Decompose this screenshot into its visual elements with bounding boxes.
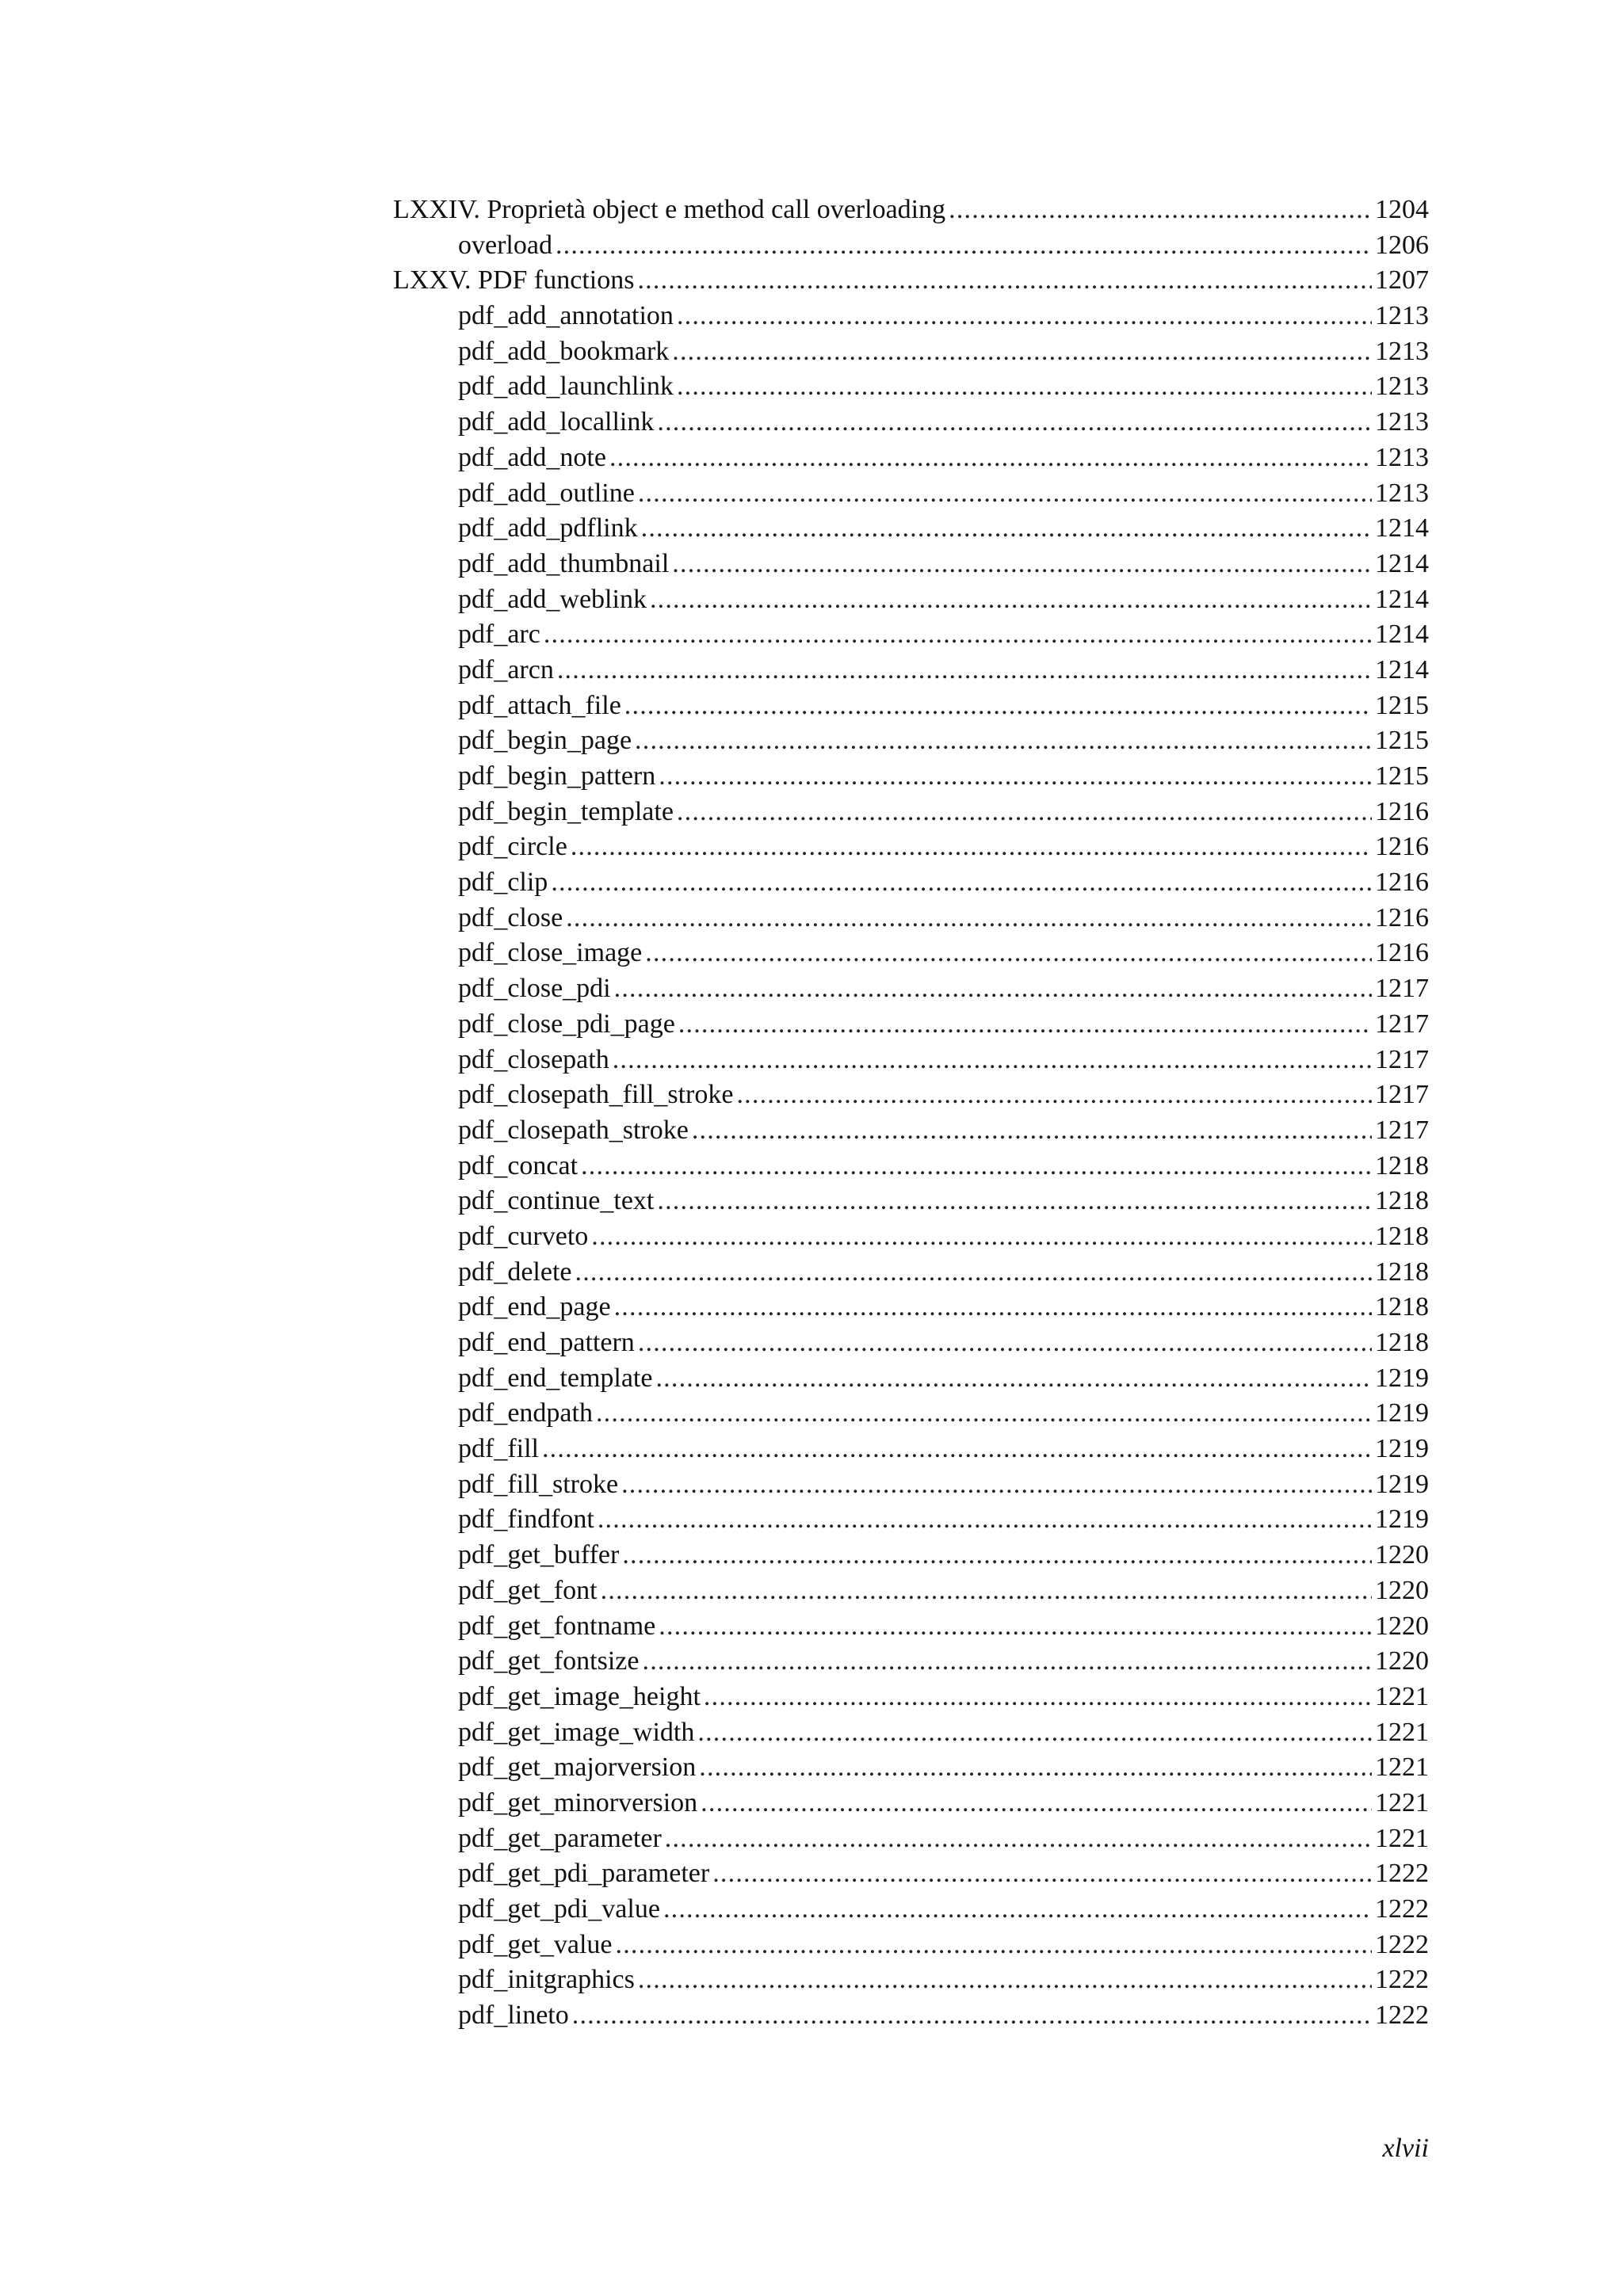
toc-line [458,936,1429,971]
toc-function-entry[interactable] [0,1928,1623,1963]
toc-entry-page: 1207 [1375,265,1429,296]
dot-leader [692,1113,1372,1149]
toc-line [458,971,1429,1007]
dot-leader [566,901,1372,936]
toc-entry-page: 1221 [1375,1753,1429,1783]
toc-function-entry[interactable] [0,617,1623,653]
toc-entry-title: pdf_add_launchlink [458,372,674,402]
toc-entry-page: 1220 [1375,1646,1429,1676]
toc-entry-page: 1213 [1375,301,1429,331]
toc-entry-title: pdf_get_minorversion [458,1787,698,1817]
toc-entry-title: pdf_lineto [458,2000,569,2031]
toc-entry-title: pdf_end_template [458,1363,653,1393]
toc-function-entry[interactable] [0,1467,1623,1503]
toc-entry-title: pdf_circle [458,832,567,862]
toc-line [393,263,1429,299]
dot-leader [544,617,1372,653]
dot-leader [575,1255,1373,1291]
toc-entry-title: pdf_add_outline [458,478,635,508]
toc-entry-page: 1214 [1375,620,1429,650]
toc-entry-title: pdf_add_thumbnail [458,548,670,578]
toc-entry-page: 1219 [1375,1363,1429,1393]
toc-function-entry[interactable] [0,1184,1623,1219]
toc-entry-title: pdf_close [458,902,563,933]
dot-leader [645,936,1372,971]
toc-line [458,1007,1429,1043]
dot-leader [672,547,1372,582]
toc-function-entry[interactable] [0,1396,1623,1432]
toc-line [458,1680,1429,1715]
toc-entry-page: 1215 [1375,761,1429,791]
toc-line [458,617,1429,653]
dot-leader [678,1007,1372,1043]
toc-line [458,1043,1429,1078]
toc-entry-page: 1219 [1375,1469,1429,1499]
toc-line [458,582,1429,618]
toc-function-entry[interactable] [0,1644,1623,1680]
toc-function-entry[interactable] [0,971,1623,1007]
toc-entry-page: 1221 [1375,1681,1429,1711]
toc-entry-title: pdf_arcn [458,654,554,685]
toc-entry-title: pdf_close_pdi_page [458,1009,675,1039]
toc-function-entry[interactable] [0,476,1623,512]
toc-line [458,1113,1429,1149]
dot-leader [581,1149,1372,1184]
toc-line [458,1892,1429,1928]
toc-function-entry[interactable] [0,547,1623,582]
toc-function-entry[interactable] [0,1892,1623,1928]
toc-entry-title: pdf_begin_template [458,796,674,826]
toc-line [458,1821,1429,1857]
toc-function-entry[interactable] [0,582,1623,618]
dot-leader [638,1962,1372,1998]
toc-function-entry[interactable] [0,405,1623,441]
toc-line [458,1715,1429,1751]
toc-line [458,1502,1429,1538]
toc-line [458,1432,1429,1467]
toc-entry-page: 1220 [1375,1540,1429,1570]
toc-entry-title: pdf_fill [458,1434,539,1464]
toc-function-entry[interactable] [0,653,1623,688]
dot-leader [672,334,1372,370]
toc-line [458,723,1429,759]
toc-entry-title: pdf_attach_file [458,690,621,720]
toc-function-entry[interactable] [0,1290,1623,1325]
dot-leader [655,1361,1372,1397]
toc-entry-title: pdf_end_page [458,1292,611,1322]
toc-entry-page: 1219 [1375,1505,1429,1535]
toc-function-entry[interactable] [0,865,1623,901]
toc-function-entry[interactable] [0,299,1623,334]
toc-entry-page: 1221 [1375,1823,1429,1853]
toc-entry-page: 1213 [1375,336,1429,366]
toc-entry-title: pdf_add_note [458,442,606,472]
toc-entry-title: pdf_fill_stroke [458,1469,619,1499]
toc-entry-title: pdf_get_buffer [458,1540,620,1570]
toc-function-entry[interactable] [0,511,1623,547]
toc-entry-title: pdf_delete [458,1257,572,1287]
toc-entry-page: 1220 [1375,1611,1429,1641]
toc-entry-page: 1222 [1375,2000,1429,2031]
dot-leader [704,1680,1372,1715]
toc-line [458,1290,1429,1325]
toc-entry-page: 1214 [1375,654,1429,685]
toc-entry-title: pdf_findfont [458,1505,594,1535]
toc-function-entry[interactable] [0,1715,1623,1751]
toc-line [458,1467,1429,1503]
toc-line [458,795,1429,830]
toc-entry-title: pdf_clip [458,868,548,898]
toc-function-entry[interactable] [0,1325,1623,1361]
toc-entry-page: 1222 [1375,1929,1429,1959]
toc-entry-page: 1218 [1375,1292,1429,1322]
toc-entry-title: pdf_add_locallink [458,407,655,437]
dot-leader [613,1043,1372,1078]
toc-function-entry[interactable] [0,1149,1623,1184]
toc-entry-page: 1215 [1375,690,1429,720]
toc-entry-page: 1219 [1375,1398,1429,1428]
toc-entry-title: pdf_add_pdflink [458,513,638,543]
toc-entry-page: 1216 [1375,902,1429,933]
toc-line [458,1255,1429,1291]
dot-leader [701,1786,1372,1821]
toc-entry-title: pdf_close_image [458,938,643,968]
toc-line [458,476,1429,512]
toc-entry-title: pdf_initgraphics [458,1965,635,1995]
dot-leader [572,1998,1372,2034]
toc-function-entry[interactable] [0,688,1623,724]
dot-leader [677,369,1372,405]
toc-entry-page: 1220 [1375,1575,1429,1605]
dot-leader [657,1184,1372,1219]
table-of-contents [0,193,1623,2034]
toc-function-entry[interactable] [0,1821,1623,1857]
toc-line [458,334,1429,370]
toc-entry-page: 1217 [1375,1044,1429,1074]
toc-line [458,865,1429,901]
toc-line [458,1573,1429,1609]
toc-entry-title: pdf_closepath_stroke [458,1115,689,1145]
toc-function-entry[interactable] [0,901,1623,936]
dot-leader [659,759,1372,795]
toc-entry-title: pdf_begin_pattern [458,761,656,791]
toc-line [458,1962,1429,1998]
toc-function-entry[interactable] [0,1962,1623,1998]
toc-entry-title: pdf_begin_page [458,726,632,756]
toc-line [458,1077,1429,1113]
dot-leader [622,1538,1372,1573]
toc-line [458,547,1429,582]
dot-leader [598,1502,1372,1538]
toc-function-entry[interactable] [0,334,1623,370]
toc-line [458,653,1429,688]
toc-line [458,901,1429,936]
toc-entry-title: pdf_get_value [458,1929,613,1959]
toc-function-entry[interactable] [0,1573,1623,1609]
toc-line [458,369,1429,405]
toc-function-entry[interactable] [0,1538,1623,1573]
toc-entry-page: 1213 [1375,478,1429,508]
toc-line [458,759,1429,795]
toc-entry-page: 1216 [1375,832,1429,862]
dot-leader [650,582,1372,618]
dot-leader [591,1219,1372,1255]
toc-entry-title: pdf_add_weblink [458,584,647,614]
dot-leader [616,1928,1373,1963]
toc-entry-page: 1213 [1375,372,1429,402]
toc-entry-title: pdf_add_annotation [458,301,674,331]
toc-entry-page: 1217 [1375,974,1429,1004]
toc-line [458,1538,1429,1573]
toc-function-entry[interactable] [0,1750,1623,1786]
toc-entry-page: 1218 [1375,1257,1429,1287]
toc-line [458,441,1429,476]
dot-leader [657,405,1372,441]
dot-leader [557,653,1372,688]
toc-function-entry[interactable] [0,1361,1623,1397]
toc-entry-page: 1221 [1375,1787,1429,1817]
dot-leader [571,830,1372,865]
toc-line [458,405,1429,441]
dot-leader [635,723,1372,759]
toc-entry-page: 1213 [1375,407,1429,437]
toc-line [458,299,1429,334]
toc-entry-title: pdf_get_image_width [458,1717,695,1747]
toc-entry-page: 1222 [1375,1965,1429,1995]
dot-leader [677,795,1372,830]
toc-line [458,1609,1429,1645]
dot-leader [556,228,1372,264]
toc-line [458,1644,1429,1680]
dot-leader [542,1432,1372,1467]
dot-leader [596,1396,1372,1432]
toc-entry-page: 1214 [1375,513,1429,543]
toc-chapter-entry[interactable] [0,193,1623,228]
toc-entry-page: 1206 [1375,230,1429,260]
dot-leader [638,476,1372,512]
toc-entry-title: pdf_get_pdi_parameter [458,1859,710,1889]
toc-chapter-entry[interactable] [0,263,1623,299]
dot-leader [638,1325,1372,1361]
dot-leader [665,1821,1372,1857]
toc-entry-page: 1222 [1375,1859,1429,1889]
dot-leader [736,1077,1372,1113]
dot-leader [624,688,1372,724]
toc-entry-page: 1214 [1375,584,1429,614]
toc-entry-title: pdf_get_parameter [458,1823,662,1853]
toc-entry-title: pdf_continue_text [458,1186,655,1216]
toc-line [458,1219,1429,1255]
page-number: xlvii [1382,2134,1429,2163]
toc-function-entry[interactable] [0,723,1623,759]
toc-entry-page: 1216 [1375,868,1429,898]
toc-function-entry[interactable] [0,936,1623,971]
dot-leader [677,299,1372,334]
toc-entry-page: 1213 [1375,442,1429,472]
toc-line [458,1184,1429,1219]
toc-entry-title: pdf_closepath_fill_stroke [458,1080,734,1110]
dot-leader [643,1644,1373,1680]
toc-function-entry[interactable] [0,1786,1623,1821]
toc-function-entry[interactable] [0,759,1623,795]
toc-line [458,830,1429,865]
toc-function-entry[interactable] [0,1680,1623,1715]
toc-entry-page: 1218 [1375,1221,1429,1251]
toc-line [458,228,1429,264]
toc-line [458,1325,1429,1361]
toc-function-entry[interactable] [0,1856,1623,1892]
toc-entry-page: 1218 [1375,1150,1429,1180]
toc-entry-title: pdf_get_majorversion [458,1753,697,1783]
toc-line [393,193,1429,228]
dot-leader [699,1750,1372,1786]
dot-leader [614,1290,1372,1325]
toc-line [458,511,1429,547]
toc-function-entry[interactable] [0,830,1623,865]
toc-line [458,1786,1429,1821]
toc-entry-page: 1218 [1375,1328,1429,1357]
toc-entry-title: pdf_get_font [458,1575,598,1605]
toc-line [458,1750,1429,1786]
dot-leader [601,1573,1372,1609]
toc-function-entry[interactable] [0,228,1623,264]
toc-line [458,1149,1429,1184]
toc-function-entry[interactable] [0,369,1623,405]
toc-entry-page: 1219 [1375,1434,1429,1464]
toc-entry-title: pdf_get_pdi_value [458,1894,660,1924]
toc-entry-title: pdf_arc [458,620,540,650]
toc-function-entry[interactable] [0,1609,1623,1645]
dot-leader [621,1467,1372,1503]
dot-leader [663,1892,1372,1928]
toc-entry-title: overload [458,230,552,260]
toc-line [458,1361,1429,1397]
dot-leader [712,1856,1372,1892]
toc-entry-title: pdf_endpath [458,1398,593,1428]
toc-function-entry[interactable] [0,795,1623,830]
toc-entry-page: 1214 [1375,548,1429,578]
toc-function-entry[interactable] [0,1255,1623,1291]
toc-entry-page: 1204 [1375,195,1429,224]
dot-leader [641,511,1372,547]
toc-line [458,1998,1429,2034]
toc-function-entry[interactable] [0,1998,1623,2034]
toc-entry-title: pdf_get_fontsize [458,1646,640,1676]
toc-function-entry[interactable] [0,1219,1623,1255]
toc-entry-page: 1216 [1375,938,1429,968]
toc-function-entry[interactable] [0,1502,1623,1538]
dot-leader [697,1715,1372,1751]
toc-entry-page: 1221 [1375,1717,1429,1747]
toc-function-entry[interactable] [0,1432,1623,1467]
toc-entry-title: pdf_get_fontname [458,1611,656,1641]
toc-entry-page: 1217 [1375,1009,1429,1039]
toc-entry-page: 1218 [1375,1186,1429,1216]
toc-entry-page: 1217 [1375,1115,1429,1145]
toc-entry-title: pdf_get_image_height [458,1681,701,1711]
toc-entry-title: pdf_curveto [458,1221,589,1251]
dot-leader [551,865,1372,901]
toc-function-entry[interactable] [0,1077,1623,1113]
toc-line [458,688,1429,724]
toc-entry-page: 1215 [1375,726,1429,756]
toc-line [458,1928,1429,1963]
toc-entry-title: pdf_close_pdi [458,974,611,1004]
toc-function-entry[interactable] [0,1043,1623,1078]
toc-entry-page: 1216 [1375,796,1429,826]
toc-function-entry[interactable] [0,1113,1623,1149]
toc-entry-title: pdf_closepath [458,1044,609,1074]
dot-leader [659,1609,1372,1645]
toc-function-entry[interactable] [0,441,1623,476]
toc-entry-title: pdf_end_pattern [458,1328,635,1357]
dot-leader [609,441,1372,476]
toc-line [458,1396,1429,1432]
toc-entry-page: 1222 [1375,1894,1429,1924]
toc-line [458,1856,1429,1892]
dot-leader [637,263,1372,299]
toc-entry-title: pdf_add_bookmark [458,336,670,366]
toc-entry-title: pdf_concat [458,1150,579,1180]
toc-entry-page: 1217 [1375,1080,1429,1110]
toc-entry-title: LXXV. PDF functions [393,265,635,296]
toc-function-entry[interactable] [0,1007,1623,1043]
dot-leader [614,971,1372,1007]
dot-leader [949,193,1372,228]
toc-entry-title: LXXIV. Proprietà object e method call overloading [393,195,946,224]
